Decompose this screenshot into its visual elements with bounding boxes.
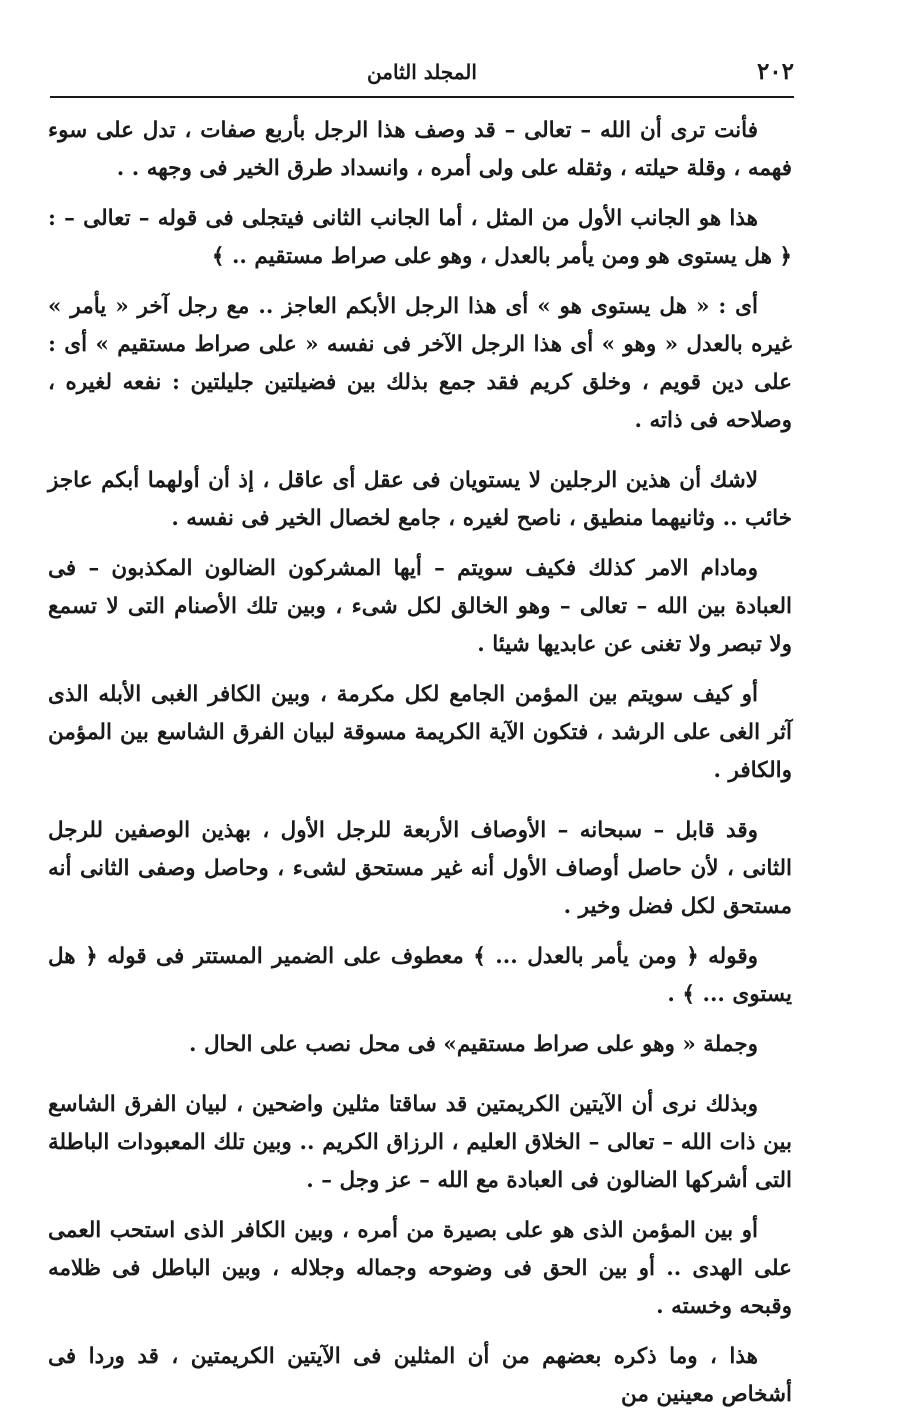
- paragraph: هذا ، وما ذكره بعضهم من أن المثلين فى الآيتين الكريمتين ، قد وردا فى أشخاص معينين من: [48, 1344, 792, 1407]
- page-number: ٢٠٢: [756, 58, 794, 85]
- paragraph: وقوله ﴿ ومن يأمر بالعدل ... ﴾ معطوف على الضمير المستتر فى قوله ﴿ هل يستوى ... ﴾ .: [48, 944, 792, 1007]
- paragraph: أى : « هل يستوى هو » أى هذا الرجل الأبكم العاجز .. مع رجل آخر « يأمر » غيره بالعدل « وهو » أى هذا الرجل الآخر فى نفسه « على صراط مستقيم » أى : على دين قويم ، وخلق كريم فقد جمع بذلك بين فضيلتين جليلتين : نفعه لغيره ، وصلاحه فى ذاته .: [48, 294, 792, 433]
- running-title: المجلد الثامن: [367, 60, 477, 84]
- paragraph: هذا هو الجانب الأول من المثل ، أما الجانب الثانى فيتجلى فى قوله – تعالى – : ﴿ هل يستوى هو ومن يأمر بالعدل ، وهو على صراط مستقيم .. ﴾: [48, 206, 792, 269]
- paragraph: أو كيف سويتم بين المؤمن الجامع لكل مكرمة ، وبين الكافر الغبى الأبله الذى آثر الغى على الرشد ، فتكون الآية الكريمة مسوقة لبيان الفرق الشاسع بين المؤمن والكافر .: [48, 682, 792, 783]
- paragraph: وجملة « وهو على صراط مستقيم» فى محل نصب على الحال .: [188, 1032, 758, 1057]
- page-header: [50, 58, 794, 98]
- paragraph: وبذلك نرى أن الآيتين الكريمتين قد ساقتا مثلين واضحين ، لبيان الفرق الشاسع بين ذات الله – تعالى – الخلاق العليم ، الرزاق الكريم .. وبين تلك المعبودات الباطلة التى أشركها الضالون فى العبادة مع الله – عز وجل – .: [48, 1092, 792, 1193]
- paragraph: وقد قابل – سبحانه – الأوصاف الأربعة للرجل الأول ، بهذين الوصفين للرجل الثانى ، لأن حاصل أوصاف الأول أنه غير مستحق لشىء ، وحاصل وصفى الثانى أنه مستحق لكل فضل وخير .: [48, 818, 792, 919]
- paragraph: أو بين المؤمن الذى هو على بصيرة من أمره ، وبين الكافر الذى استحب العمى على الهدى .. أو بين الحق فى وضوحه وجماله وجلاله ، وبين الباطل فى ظلامه وقبحه وخسته .: [48, 1218, 792, 1319]
- paragraph: فأنت ترى أن الله – تعالى – قد وصف هذا الرجل بأربع صفات ، تدل على سوء فهمه ، وقلة حيلته ، وثقله على ولى أمره ، وانسداد طرق الخير فى وجهه . .: [48, 118, 792, 181]
- paragraph: لاشك أن هذين الرجلين لا يستويان فى عقل أى عاقل ، إذ أن أولهما أبكم عاجز خائب .. وثانيهما منطيق ، ناصح لغيره ، جامع لخصال الخير فى نفسه .: [48, 468, 792, 531]
- paragraph: ومادام الامر كذلك فكيف سويتم – أيها المشركون الضالون المكذبون – فى العبادة بين الله – تعالى – وهو الخالق لكل شىء ، وبين تلك الأصنام التى لا تسمع ولا تبصر ولا تغنى عن عابديها شيئا .: [48, 556, 792, 657]
- page-body: [48, 112, 792, 1426]
